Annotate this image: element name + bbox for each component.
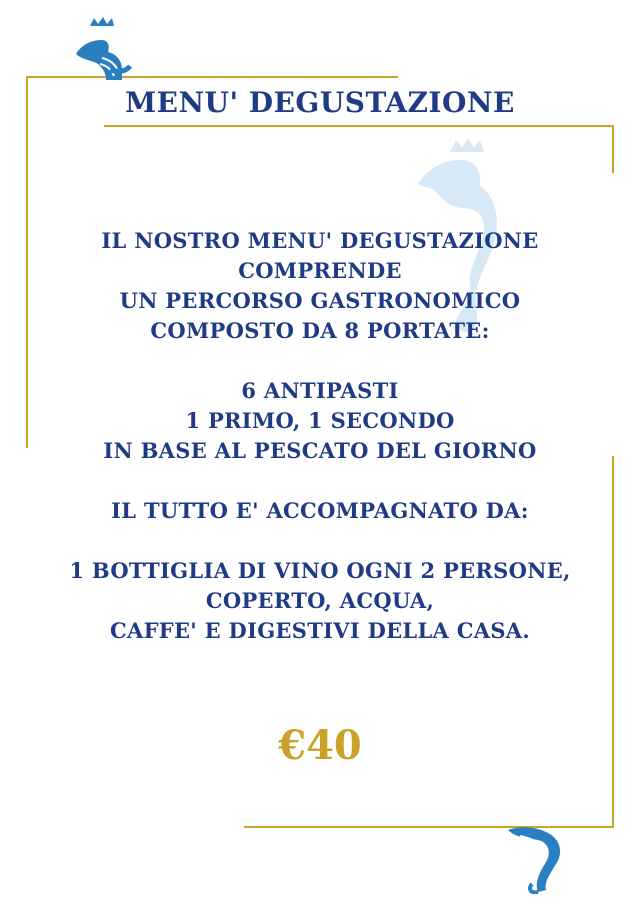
spacer <box>0 526 640 556</box>
spacer <box>0 346 640 376</box>
frame-right-top-line <box>612 125 614 173</box>
seahorse-crown-logo <box>72 14 134 80</box>
included-line: 1 BOTTIGLIA DI VINO OGNI 2 PERSONE, <box>69 558 571 583</box>
included-line: COPERTO, ACQUA, <box>205 588 435 613</box>
intro-line: IL NOSTRO MENU' DEGUSTAZIONE <box>101 228 539 253</box>
course-line: 1 PRIMO, 1 SECONDO <box>185 408 455 433</box>
page-title: MENU' DEGUSTAZIONE <box>125 86 515 119</box>
intro-line: COMPRENDE <box>238 258 402 283</box>
spacer <box>0 466 640 496</box>
course-line: 6 ANTIPASTI <box>241 378 399 403</box>
course-line: IN BASE AL PESCATO DEL GIORNO <box>103 438 537 463</box>
included-line: CAFFE' E DIGESTIVI DELLA CASA. <box>109 618 531 643</box>
intro-line: UN PERCORSO GASTRONOMICO <box>119 288 521 313</box>
included-heading: IL TUTTO E' ACCOMPAGNATO DA: <box>111 498 529 523</box>
seahorse-tail-logo <box>504 824 568 894</box>
menu-description <box>0 226 640 646</box>
intro-line: COMPOSTO DA 8 PORTATE: <box>150 318 490 343</box>
price: €40 <box>278 722 362 769</box>
frame-title-underline <box>104 125 614 127</box>
